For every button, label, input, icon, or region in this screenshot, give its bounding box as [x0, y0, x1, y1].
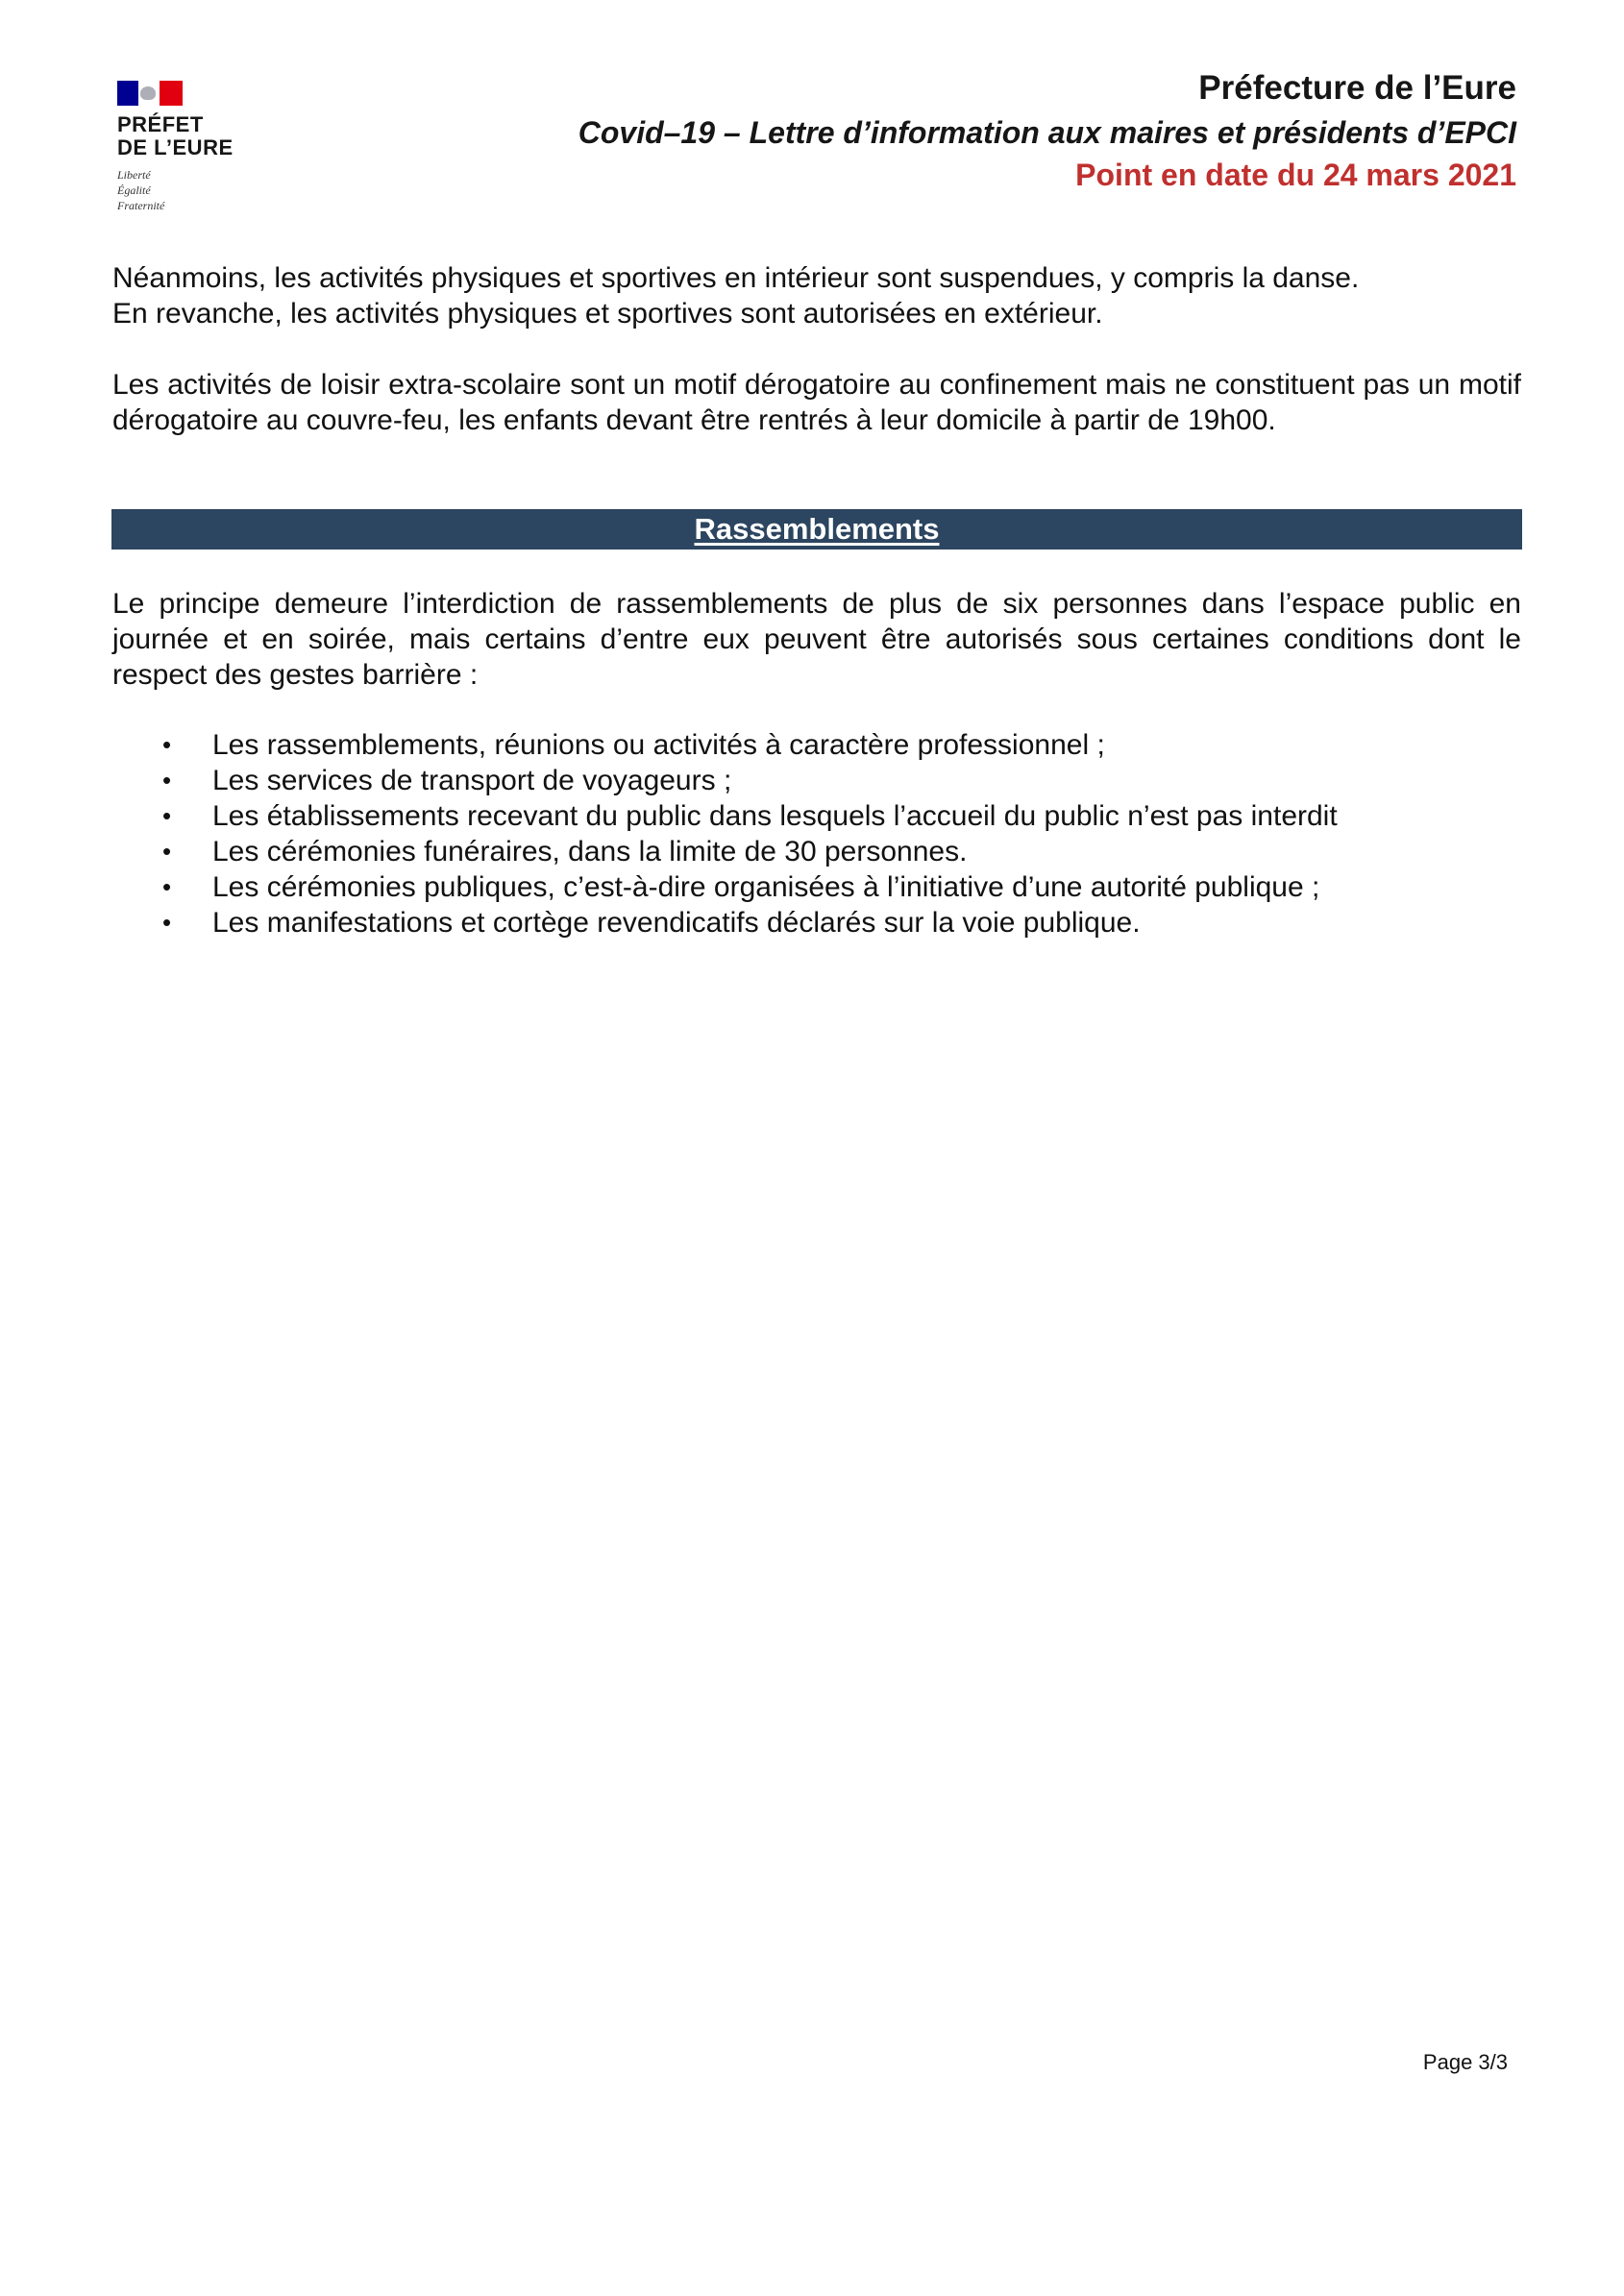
exceptions-list	[112, 727, 1521, 940]
paragraph-leisure	[112, 367, 1521, 438]
logo-title-line1: PRÉFET	[117, 112, 204, 136]
letter-subtitle: Covid–19 – Lettre d’information aux maires et présidents d’EPCI	[578, 115, 1516, 150]
paragraph-leisure-text: Les activités de loisir extra-scolaire sont un motif dérogatoire au confinement mais ne constituent pas un motif dérogatoire au couvre-feu, les enfants devant être rentrés à leur domicile à partir de 19h00.	[112, 369, 1521, 436]
update-date: Point en date du 24 mars 2021	[1075, 158, 1516, 192]
prefecture-title: Préfecture de l’Eure	[1198, 69, 1516, 107]
motto-liberte: Liberté	[117, 168, 151, 182]
motto-fraternite: Fraternité	[117, 199, 165, 212]
republic-motto	[117, 167, 309, 213]
list-item: • Les établissements recevant du public dans lesquels l’accueil du public n’est pas interdit	[112, 798, 1521, 834]
list-item: • Les manifestations et cortège revendicatifs déclarés sur la voie publique.	[112, 905, 1521, 940]
list-item: • Les services de transport de voyageurs ;	[112, 763, 1521, 798]
list-item: • Les cérémonies publiques, c’est-à-dire organisées à l’initiative d’une autorité publique ;	[112, 869, 1521, 905]
document-header	[578, 65, 1516, 196]
logo-title-line2: DE L’EURE	[117, 135, 234, 159]
list-item: • Les cérémonies funéraires, dans la limite de 30 personnes.	[112, 834, 1521, 869]
paragraph-sports-line2: En revanche, les activités physiques et sportives sont autorisées en extérieur.	[112, 298, 1103, 330]
paragraph-sports-line1: Néanmoins, les activités physiques et sportives en intérieur sont suspendues, y compris la danse.	[112, 262, 1360, 294]
section-title: Rassemblements	[694, 512, 940, 546]
paragraph-sports	[112, 260, 1521, 331]
prefet-logo	[117, 81, 309, 213]
marianne-flag-icon	[117, 81, 183, 106]
section-header-bar	[111, 509, 1522, 550]
page-number: Page 3/3	[1422, 2050, 1508, 2074]
list-item: • Les rassemblements, réunions ou activités à caractère professionnel ;	[112, 727, 1521, 763]
motto-egalite: Égalité	[117, 183, 151, 197]
paragraph-gatherings	[112, 586, 1521, 693]
paragraph-gatherings-text: Le principe demeure l’interdiction de rassemblements de plus de six personnes dans l’espace public en journée et en soirée, mais certains d’entre eux peuvent être autorisés sous certaines conditions dont le respect des gestes barrière :	[112, 588, 1521, 691]
